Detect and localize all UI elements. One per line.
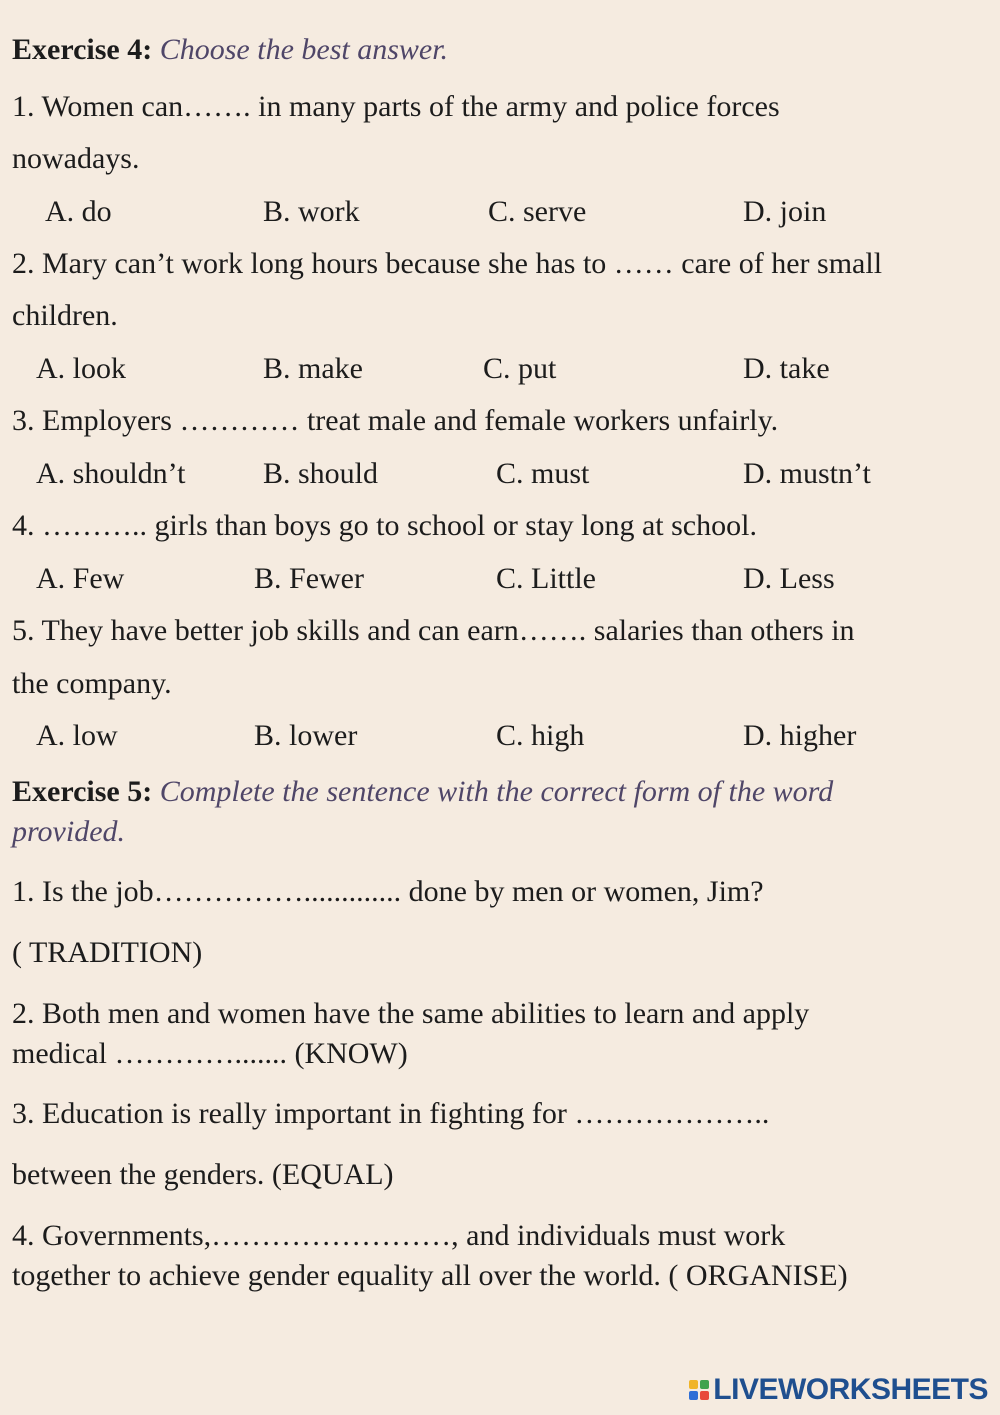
- question-4-line-1: 4. ……….. girls than boys go to school or stay long at school.: [12, 509, 757, 542]
- exercise-5-instruction-cont: provided.: [12, 815, 126, 848]
- q1-option-a[interactable]: A. do: [45, 195, 112, 228]
- logo-square-1: [689, 1380, 698, 1389]
- q3-option-c[interactable]: C. must: [496, 457, 590, 490]
- q4-option-d[interactable]: D. Less: [743, 562, 835, 595]
- logo-text: LIVEWORKSHEETS: [713, 1373, 988, 1406]
- q5-option-d[interactable]: D. higher: [743, 719, 857, 752]
- question-5-line-2: the company.: [12, 667, 172, 700]
- q1-option-d[interactable]: D. join: [743, 195, 827, 228]
- logo-square-2: [700, 1380, 709, 1389]
- q2-option-b[interactable]: B. make: [263, 352, 363, 385]
- liveworksheets-logo[interactable]: [689, 1373, 988, 1407]
- exercise-5-heading: [12, 774, 833, 810]
- q1-option-c[interactable]: C. serve: [488, 195, 587, 228]
- question-2-line-2: children.: [12, 299, 118, 332]
- ex5-item-4-line-1: 4. Governments,……………………, and individuals must work: [12, 1219, 786, 1252]
- question-1-line-1: 1. Women can……. in many parts of the army and police forces: [12, 90, 780, 123]
- logo-square-3: [689, 1391, 698, 1400]
- ex5-item-3-line-2: between the genders. (EQUAL): [12, 1158, 394, 1191]
- q5-option-a[interactable]: A. low: [36, 719, 118, 752]
- q2-option-d[interactable]: D. take: [743, 352, 830, 385]
- q4-option-b[interactable]: B. Fewer: [254, 562, 364, 595]
- ex5-item-1-line-2: ( TRADITION): [12, 936, 203, 969]
- exercise-5-instruction: Complete the sentence with the correct form of the word: [159, 775, 834, 808]
- ex5-item-2-line-2: medical …………....... (KNOW): [12, 1037, 408, 1070]
- exercise-5-label: Exercise 5:: [12, 775, 153, 808]
- q2-option-c[interactable]: C. put: [483, 352, 557, 385]
- exercise-4-heading: [12, 32, 448, 68]
- q4-option-a[interactable]: A. Few: [36, 562, 125, 595]
- question-2-line-1: 2. Mary can’t work long hours because she has to …… care of her small: [12, 247, 883, 280]
- logo-square-4: [700, 1391, 709, 1400]
- ex5-item-1-line-1: 1. Is the job……………............. done by men or women, Jim?: [12, 875, 764, 908]
- q3-option-b[interactable]: B. should: [263, 457, 379, 490]
- exercise-4-instruction: Choose the best answer.: [159, 33, 449, 66]
- q5-option-c[interactable]: C. high: [496, 719, 585, 752]
- liveworksheets-logo-icon: [689, 1380, 709, 1400]
- q4-option-c[interactable]: C. Little: [496, 562, 596, 595]
- question-3-line-1: 3. Employers ………… treat male and female workers unfairly.: [12, 404, 779, 437]
- ex5-item-2-line-1: 2. Both men and women have the same abilities to learn and apply: [12, 997, 810, 1030]
- question-5-line-1: 5. They have better job skills and can earn……. salaries than others in: [12, 614, 855, 647]
- q2-option-a[interactable]: A. look: [36, 352, 126, 385]
- ex5-item-4-line-2: together to achieve gender equality all over the world. ( ORGANISE): [12, 1259, 848, 1292]
- q1-option-b[interactable]: B. work: [263, 195, 360, 228]
- q5-option-b[interactable]: B. lower: [254, 719, 358, 752]
- exercise-4-label: Exercise 4:: [12, 33, 153, 66]
- question-1-line-2: nowadays.: [12, 142, 140, 175]
- q3-option-a[interactable]: A. shouldn’t: [36, 457, 186, 490]
- q3-option-d[interactable]: D. mustn’t: [743, 457, 871, 490]
- ex5-item-3-line-1: 3. Education is really important in fighting for ………………..: [12, 1097, 770, 1130]
